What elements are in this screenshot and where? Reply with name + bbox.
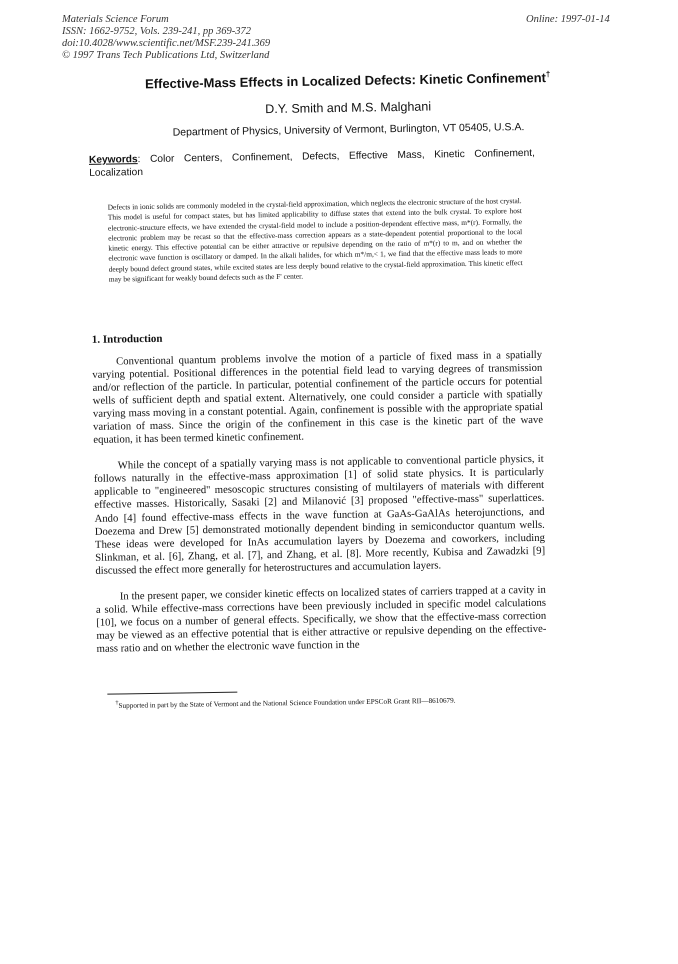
footnote <box>115 695 455 710</box>
copyright-line: © 1997 Trans Tech Publications Ltd, Switzerland <box>62 50 270 61</box>
keywords-label: Keywords <box>88 154 138 166</box>
title-footnote-mark: † <box>545 69 551 79</box>
paragraph: Conventional quantum problems involve the motion of a particle of fixed mass in a spatially varying potential. Positional differences in the potential field lead to varying degrees of transmission and/or reflection of the particle. In particular, potential confinement of the particle occurs for potential wells of sufficient depth and spatial extent. Alternatively, one could consider a particle with spatially varying mass moving in a constant potential. Again, confinement is possible with the appropriate spatial variation of mass. Since the origin of the confinement in this case is the kinetic part of the wave equation, it has been termed kinetic confinement. <box>92 348 544 447</box>
footnote-mark: † <box>115 700 119 707</box>
paper-title <box>88 69 608 92</box>
keywords-list: : Color Centers, Confinement, Defects, Effective Mass, Kinetic Confinement, Localization <box>89 147 535 179</box>
section-heading: 1. Introduction <box>91 332 163 346</box>
paragraph: While the concept of a spatially varying mass is not applicable to conventional particle physics, it follows naturally in the effective-mass approximation [1] of solid state physics. It is particularly applicable to "engineered" mesoscopic structures consisting of multilayers of materials with different effective masses. Historically, Sasaki [2] and Milanović [3] proposed "effective-mass" superlattices. Ando [4] found effective-mass effects in the wave function at GaAs-GaAlAs heterojunctions, and Doezema and Drew [5] demonstrated motionally dependent binding in semiconductor quantum wells. These ideas were developed for InAs accumulation layers by Doezema and coworkers, including Slinkman, et al. [6], Zhang, et al. [7], and Zhang, et al. [8]. More recently, Kubisa and Zawadzki [9] discussed the effect more generally for heterostructures and accumulation layers. <box>93 453 546 577</box>
journal-name: Materials Science Forum <box>62 14 169 25</box>
issn-line: ISSN: 1662-9752, Vols. 239-241, pp 369-372 <box>62 26 251 37</box>
section-body <box>92 349 547 669</box>
online-date: Online: 1997-01-14 <box>526 14 610 25</box>
paragraph: In the present paper, we consider kinetic effects on localized states of carriers trapped at a cavity in a solid. While effective-mass corrections have been previously included in specific model calculations [10], we focus on a number of general effects. Specifically, we show that the effective-mass correction may be viewed as an effective potential that is either attractive or repulsive depending on the effective-mass ratio and on whether the electronic wave function in the <box>95 583 547 655</box>
abstract: Defects in ionic solids are commonly modeled in the crystal-field approximation, which neglects the electronic structure of the host crystal. This model is useful for compact states, but has limited applicability to diffuse states that extend into the bulk crystal. To explore host electronic-structure effects, we have extended the crystal-field model to include a position-dependent effective mass, m*(r). Formally, the electronic problem may be recast so that the effective-mass correction appears as a state-dependent potential proportional to the local kinetic energy. This effective potential can be either attractive or repulsive depending on the ratio of m*(r) to m, and on whether the electronic wave function is oscillatory or damped. In the alkali halides, for which m*/m,< 1, we find that the effective mass leads to more deeply bound defect ground states, while excited states are less deeply bound relative to the crystal-field approximation. This kinetic effect may be significant for weakly bound defects such as the F' center. <box>107 196 523 284</box>
footnote-text: Supported in part by the State of Vermont and the National Science Foundation under EPSCoR Grant RII—8610679. <box>118 696 456 710</box>
footnote-divider <box>107 692 237 695</box>
paper-title-text: Effective-Mass Effects in Localized Defects: Kinetic Confinement <box>144 70 547 92</box>
author-affiliation: Department of Physics, University of Vermont, Burlington, VT 05405, U.S.A. <box>172 121 525 139</box>
paper-authors: D.Y. Smith and M.S. Malghani <box>265 99 432 117</box>
keywords-block <box>89 147 535 180</box>
doi-line: doi:10.4028/www.scientific.net/MSF.239-241.369 <box>62 38 271 49</box>
